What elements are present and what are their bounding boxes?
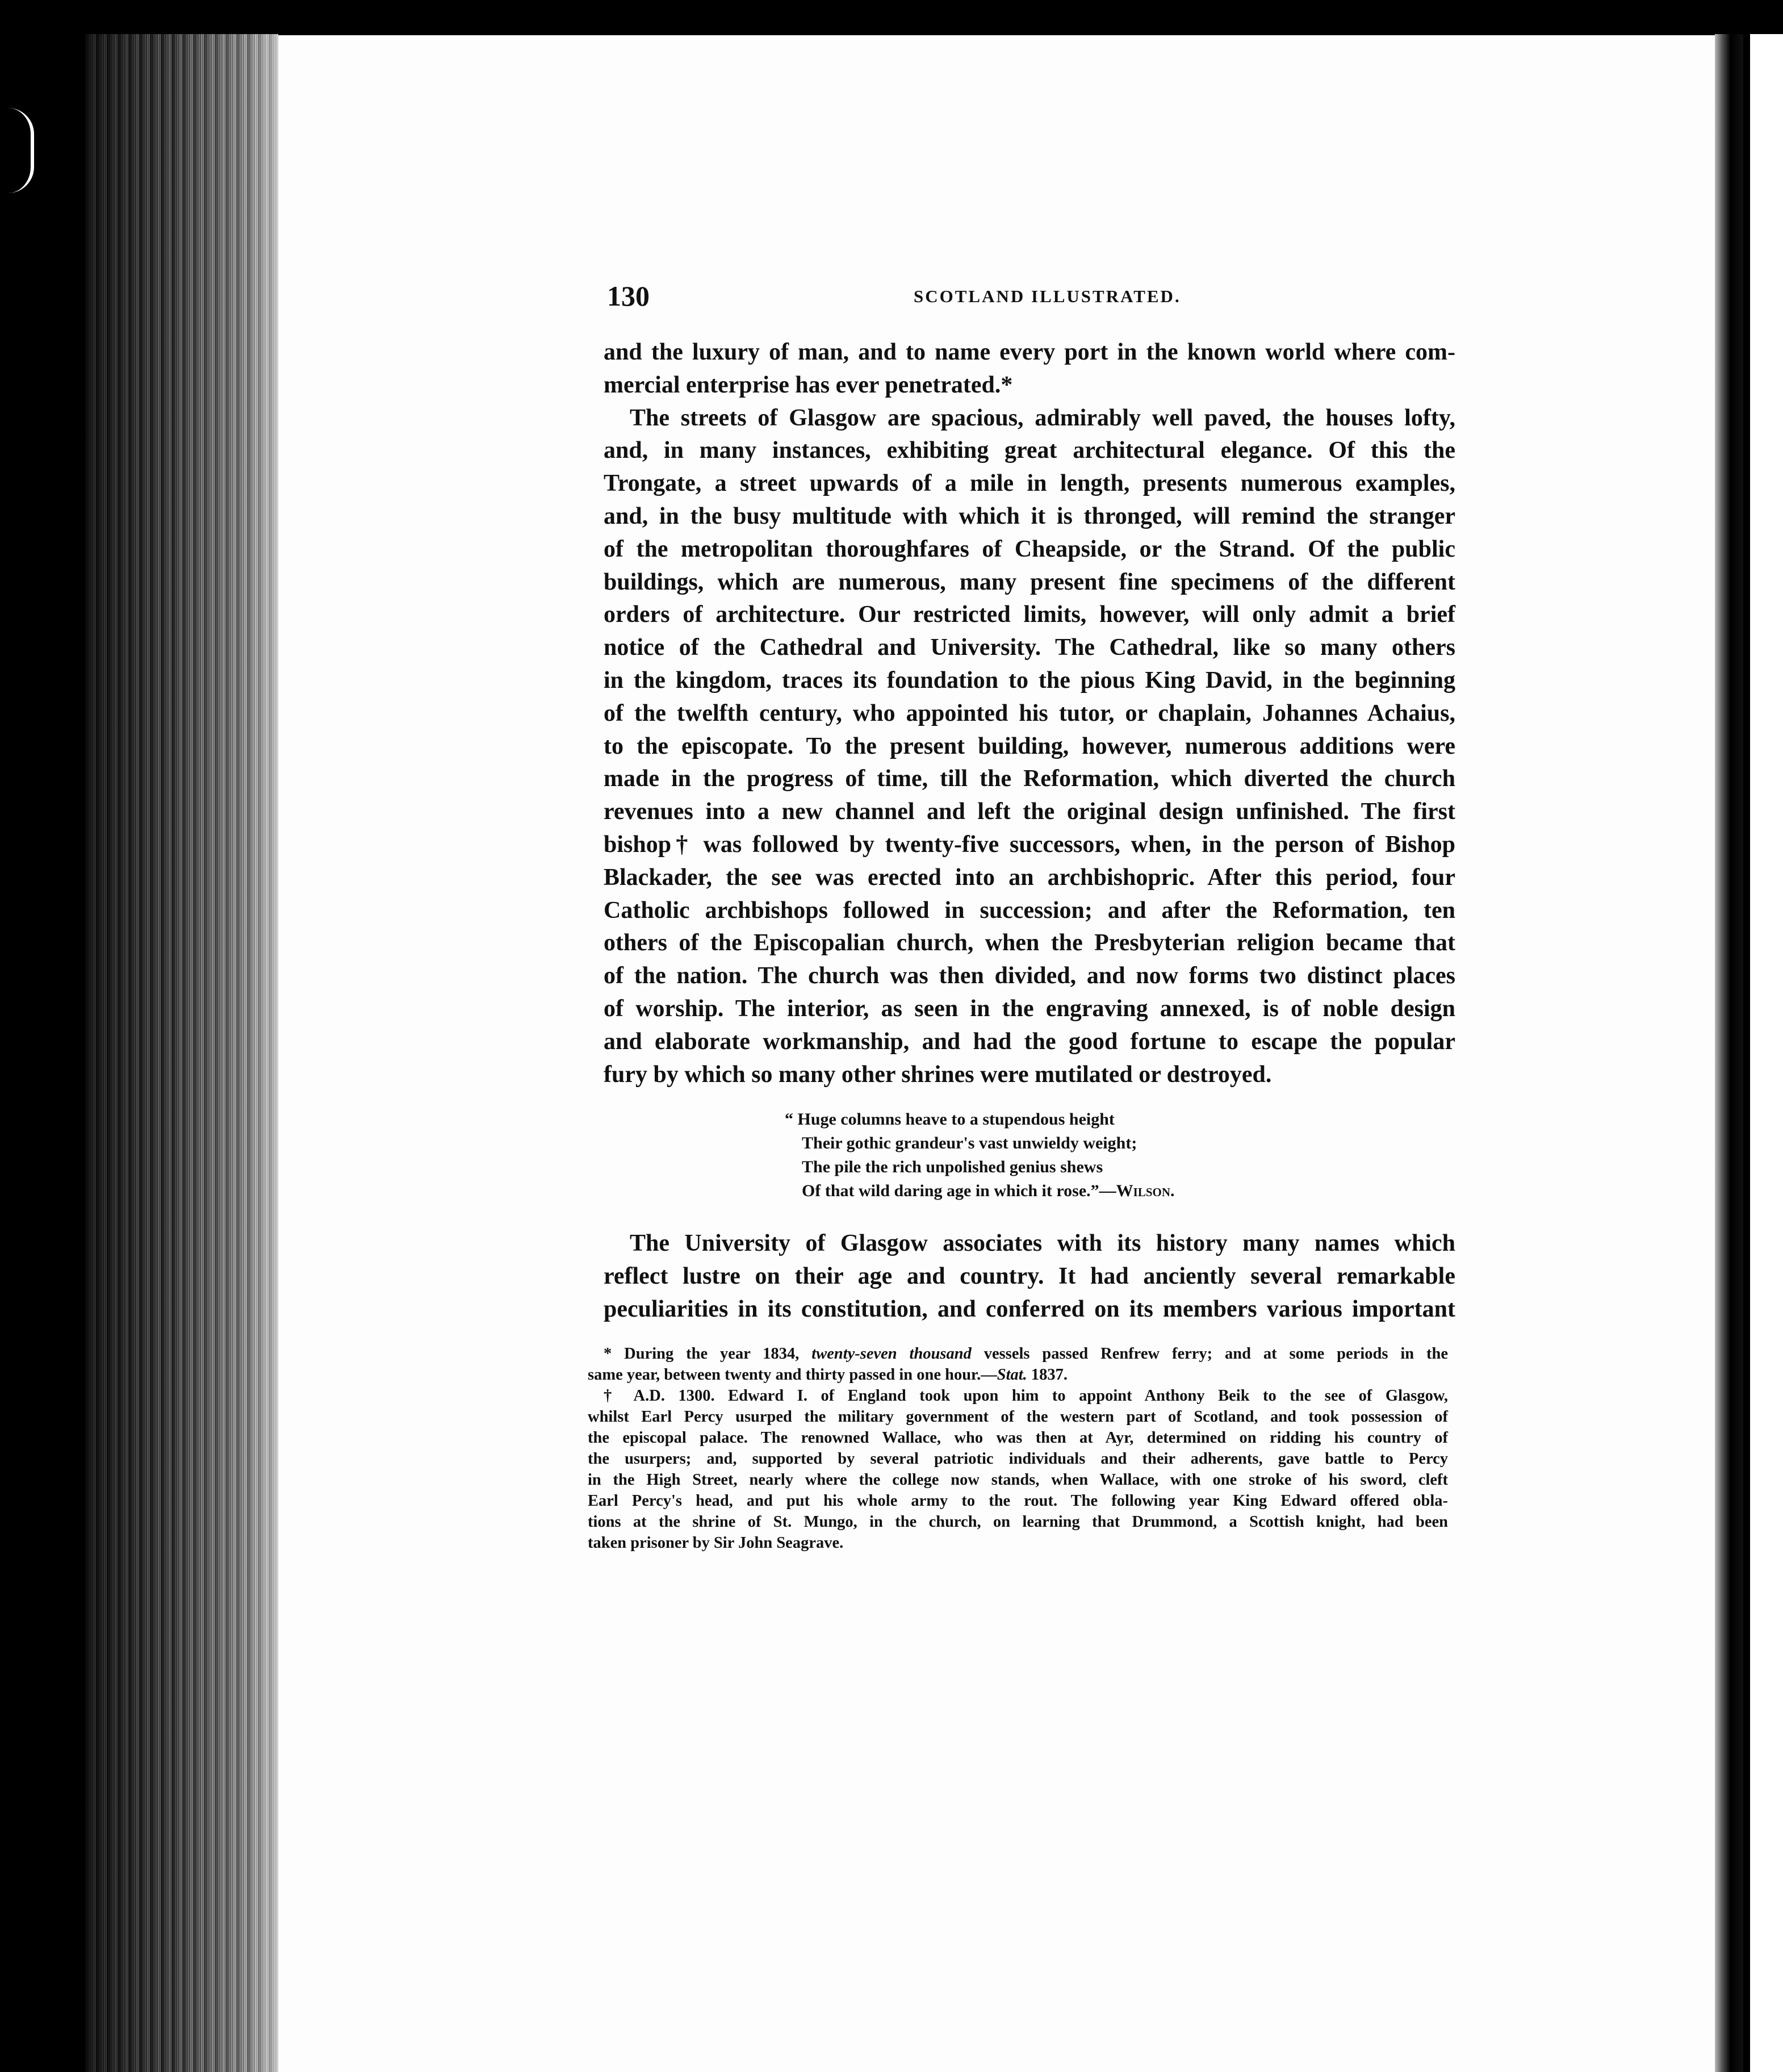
- footnote-1-line: [588, 1343, 1448, 1364]
- footnote-2-line: Earl Percy's head, and put his whole army to the rout. The following year King Edward offered obla-: [588, 1492, 1448, 1510]
- footnote-source: Stat.: [997, 1366, 1027, 1384]
- body-line: and, in the busy multitude with which it is thronged, will remind the stranger: [604, 503, 1455, 529]
- page-header: [607, 279, 1455, 314]
- verse-line-with-attribution: [802, 1179, 1313, 1203]
- body-line: of worship. The interior, as seen in the engraving annexed, is of noble design: [604, 995, 1455, 1022]
- body-line: The University of Glasgow associates with its history many names which: [630, 1230, 1455, 1256]
- body-line: orders of architecture. Our restricted limits, however, will only admit a brief: [604, 601, 1455, 628]
- body-line: reflect lustre on their age and country. It had anciently several remarkable: [604, 1263, 1455, 1289]
- body-line: and the luxury of man, and to name every port in the known world where com-: [604, 339, 1455, 365]
- body-line: others of the Episcopalian church, when the Presbyterian religion became that: [604, 930, 1455, 956]
- footnote-1-line: [588, 1364, 1448, 1385]
- footnote-2-line: taken prisoner by Sir John Seagrave.: [588, 1534, 844, 1552]
- body-line: fury by which so many other shrines were mutilated or destroyed.: [604, 1061, 1272, 1088]
- footnote-text: * During the year 1834,: [604, 1345, 800, 1363]
- footnote-text: 1837.: [1031, 1366, 1068, 1384]
- footnote-text: same year, between twenty and thirty passed in one hour.—: [588, 1366, 997, 1384]
- body-line: to the episcopate. To the present building, however, numerous additions were: [604, 733, 1455, 759]
- footnote-2-line: the usurpers; and, supported by several patriotic individuals and their adherents, gave battle to Percy: [588, 1450, 1448, 1468]
- verse-line: “ Huge columns heave to a stupendous height: [785, 1110, 1115, 1129]
- footnotes: [588, 1343, 1448, 1553]
- page-number: 130: [607, 280, 650, 312]
- body-line: of the nation. The church was then divided, and now forms two distinct places: [604, 963, 1455, 989]
- footnote-2-line: whilst Earl Percy usurped the military government of the western part of Scotland, and took possession of: [588, 1408, 1448, 1426]
- body-line: buildings, which are numerous, many present fine specimens of the different: [604, 569, 1455, 595]
- footnote-2-line: in the High Street, nearly where the college now stands, when Wallace, with one stroke of his sword, cleft: [588, 1471, 1448, 1489]
- body-line: Catholic archbishops followed in succession; and after the Reformation, ten: [604, 897, 1455, 924]
- footnote-2-line: tions at the shrine of St. Mungo, in the church, on learning that Drummond, a Scottish knight, had been: [588, 1513, 1448, 1531]
- running-title: SCOTLAND ILLUSTRATED.: [914, 286, 1181, 306]
- verse-line: Of that wild daring age in which it rose.”—: [802, 1181, 1116, 1200]
- body-paragraph-university: [604, 1227, 1455, 1326]
- page-edge-stack: [85, 34, 278, 2072]
- body-line: peculiarities in its constitution, and conferred on its members various important: [604, 1296, 1455, 1322]
- body-line: and elaborate workmanship, and had the good fortune to escape the popular: [604, 1028, 1455, 1055]
- footnote-2-line: † A.D. 1300. Edward I. of England took upon him to appoint Anthony Beik to the see of Glasgow,: [604, 1387, 1448, 1405]
- quote-attribution: Wilson.: [1116, 1181, 1175, 1200]
- body-line: of the metropolitan thoroughfares of Cheapside, or the Strand. Of the public: [604, 536, 1455, 562]
- body-line: Blackader, the see was erected into an archbishopric. After this period, four: [604, 864, 1455, 891]
- body-line: Trongate, a street upwards of a mile in length, presents numerous examples,: [604, 470, 1455, 497]
- verse-line: The pile the rich unpolished genius shews: [802, 1158, 1103, 1176]
- body-line: revenues into a new channel and left the original design unfinished. The first: [604, 799, 1455, 825]
- body-line: bishop† was followed by twenty-five successors, when, in the person of Bishop: [604, 831, 1455, 858]
- footnote-2-line: the episcopal palace. The renowned Wallace, who was then at Ayr, determined on ridding his country of: [588, 1429, 1448, 1447]
- verse-line: Their gothic grandeur's vast unwieldy weight;: [802, 1134, 1137, 1152]
- body-line: notice of the Cathedral and University. The Cathedral, like so many others: [604, 634, 1455, 661]
- footnote-emphasis: twenty-seven thousand: [811, 1345, 972, 1363]
- page-gutter-shadow: [1715, 34, 1743, 2072]
- body-line: of the twelfth century, who appointed his tutor, or chaplain, Johannes Achaius,: [604, 700, 1455, 726]
- body-line: mercial enterprise has ever penetrated.*: [604, 371, 1013, 398]
- footnote-text: vessels passed Renfrew ferry; and at some periods in the: [983, 1345, 1448, 1363]
- scan-edge-mark: [8, 108, 34, 193]
- body-line: The streets of Glasgow are spacious, admirably well paved, the houses lofty,: [630, 404, 1455, 431]
- next-page-edge: [1743, 34, 1783, 2072]
- verse-quotation: [785, 1108, 1313, 1203]
- body-paragraphs: [604, 336, 1455, 1091]
- body-line: made in the progress of time, till the Reformation, which diverted the church: [604, 766, 1455, 792]
- body-line: and, in many instances, exhibiting great architectural elegance. Of this the: [604, 437, 1455, 464]
- body-line: in the kingdom, traces its foundation to the pious King David, in the beginning: [604, 667, 1455, 694]
